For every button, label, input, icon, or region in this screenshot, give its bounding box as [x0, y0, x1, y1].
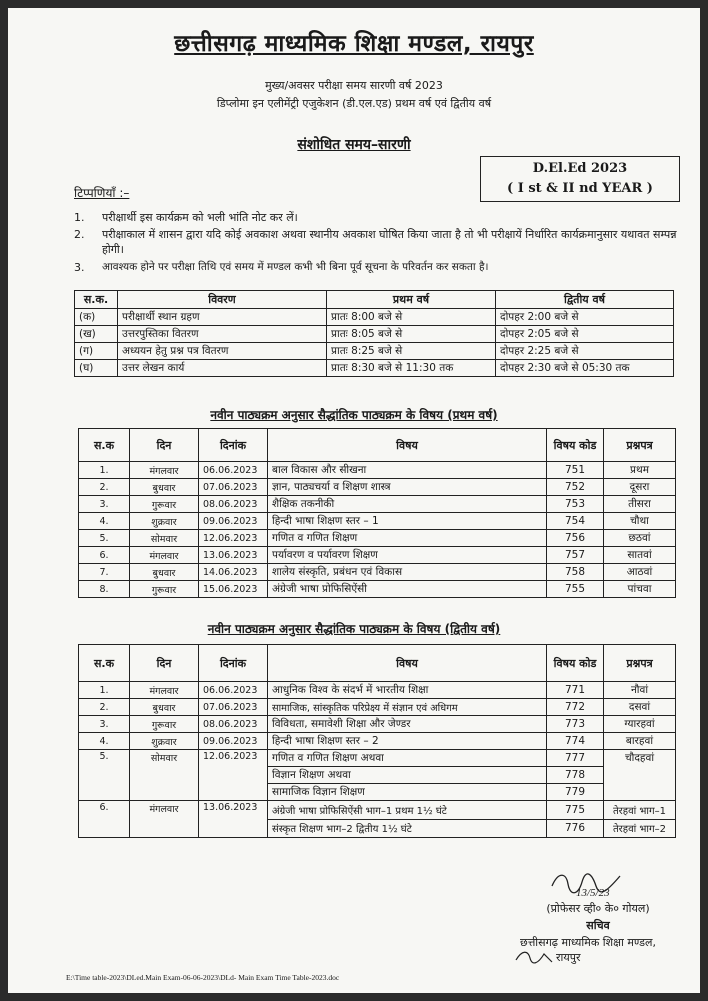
- col-header: दिनांक: [199, 429, 268, 462]
- cell: बारहवां: [604, 733, 676, 750]
- cell: मंगलवार: [130, 682, 199, 699]
- cell: गुरूवार: [130, 581, 199, 598]
- cell: शुक्रवार: [130, 733, 199, 750]
- cell: अंग्रेजी भाषा प्रोफिसिऐंसी भाग–1 प्रथम 1½ घंटे: [268, 801, 547, 820]
- note-item: [74, 260, 684, 276]
- document-page: [8, 8, 700, 993]
- cell: 12.06.2023: [199, 750, 268, 801]
- cell: विज्ञान शिक्षण अथवा: [268, 767, 547, 784]
- signatory-name: (प्रोफेसर व्ही० के० गोयल): [546, 902, 650, 915]
- cell: 7.: [79, 564, 130, 581]
- cell: आधुनिक विश्व के संदर्भ में भारतीय शिक्षा: [268, 682, 547, 699]
- cell: 15.06.2023: [199, 581, 268, 598]
- cell: 09.06.2023: [199, 513, 268, 530]
- cell: उत्तर लेखन कार्य: [118, 360, 327, 377]
- col-header: स.क: [79, 645, 130, 682]
- second-year-table: [78, 644, 676, 838]
- cell: गणित व गणित शिक्षण अथवा: [268, 750, 547, 767]
- exam-subtitle: मुख्य/अवसर परीक्षा समय सारणी वर्ष 2023: [265, 79, 443, 92]
- cell: प्रातः 8:30 बजे से 11:30 तक: [327, 360, 496, 377]
- cell: (क): [75, 309, 118, 326]
- cell: मंगलवार: [130, 462, 199, 479]
- cell: बाल विकास और सीखना: [268, 462, 547, 479]
- file-path-footer: E:\Time table-2023\DLed.Main Exam-06-06-2023\DLd- Main Exam Time Table-2023.doc: [66, 973, 340, 982]
- cell: छठवां: [604, 530, 676, 547]
- col-header: दिनांक: [199, 645, 268, 682]
- initial-mark: [514, 946, 556, 968]
- cell: सोमवार: [130, 530, 199, 547]
- table-row: [79, 564, 676, 581]
- cell: चौथा: [604, 513, 676, 530]
- cell: तीसरा: [604, 496, 676, 513]
- signatory-city: रायपुर: [556, 951, 581, 964]
- cell: मंगलवार: [130, 801, 199, 838]
- cell: 2.: [79, 479, 130, 496]
- cell: 06.06.2023: [199, 682, 268, 699]
- cell: परीक्षार्थी स्थान ग्रहण: [118, 309, 327, 326]
- col-header: प्रथम वर्ष: [327, 291, 496, 309]
- note-item: [74, 227, 684, 259]
- cell: प्रातः 8:00 बजे से: [327, 309, 496, 326]
- col-header: दिन: [130, 645, 199, 682]
- cell: बुधवार: [130, 564, 199, 581]
- cell: 07.06.2023: [199, 479, 268, 496]
- revised-timetable-heading: संशोधित समय–सारणी: [297, 137, 411, 153]
- table-row: [79, 716, 676, 733]
- cell: 752: [547, 479, 604, 496]
- cell: शुक्रवार: [130, 513, 199, 530]
- badge-line-1: D.El.Ed 2023: [532, 161, 628, 176]
- board-title: छत्तीसगढ़ माध्यमिक शिक्षा मण्डल, रायपुर: [174, 31, 534, 57]
- cell: 1.: [79, 462, 130, 479]
- second-year-heading: नवीन पाठ्यक्रम अनुसार सैद्धांतिक पाठ्यक्रम के विषय (द्वितीय वर्ष): [207, 622, 501, 636]
- col-header: विषय कोड: [547, 429, 604, 462]
- table-row: [79, 733, 676, 750]
- cell: बुधवार: [130, 479, 199, 496]
- cell: पांचवा: [604, 581, 676, 598]
- table-header-row: [79, 645, 676, 682]
- cell: 4.: [79, 513, 130, 530]
- cell: गुरूवार: [130, 716, 199, 733]
- cell: 08.06.2023: [199, 496, 268, 513]
- cell: सातवां: [604, 547, 676, 564]
- timing-table: [74, 290, 674, 377]
- col-header: विवरण: [118, 291, 327, 309]
- table-row: [79, 513, 676, 530]
- cell: 6.: [79, 547, 130, 564]
- cell: 757: [547, 547, 604, 564]
- col-header: प्रश्नपत्र: [604, 429, 676, 462]
- cell: 14.06.2023: [199, 564, 268, 581]
- cell: 758: [547, 564, 604, 581]
- cell: 1.: [79, 682, 130, 699]
- cell: चौदहवां: [604, 750, 676, 801]
- table-header-row: [79, 429, 676, 462]
- cell: 775: [547, 801, 604, 820]
- note-number: 1.: [74, 211, 85, 224]
- cell: ग्यारहवां: [604, 716, 676, 733]
- cell: 773: [547, 716, 604, 733]
- cell: (ख): [75, 326, 118, 343]
- course-subtitle: डिप्लोमा इन एलीमेंट्री एजुकेशन (डी.एल.एड) प्रथम वर्ष एवं द्वितीय वर्ष: [216, 97, 492, 110]
- cell: सोमवार: [130, 750, 199, 801]
- cell: प्रथम: [604, 462, 676, 479]
- cell: नौवां: [604, 682, 676, 699]
- table-row: [75, 360, 674, 377]
- table-row: [79, 462, 676, 479]
- cell: 5.: [79, 530, 130, 547]
- cell: उत्तरपुस्तिका वितरण: [118, 326, 327, 343]
- cell: 751: [547, 462, 604, 479]
- cell: सामाजिक, सांस्कृतिक परिप्रेक्ष्य में संज्ञान एवं अधिगम: [268, 699, 547, 716]
- cell: 09.06.2023: [199, 733, 268, 750]
- cell: दोपहर 2:30 बजे से 05:30 तक: [496, 360, 674, 377]
- table-row: [75, 326, 674, 343]
- note-item: [74, 210, 684, 226]
- cell: (ग): [75, 343, 118, 360]
- cell: गणित व गणित शिक्षण: [268, 530, 547, 547]
- table-row: [75, 343, 674, 360]
- cell: बुधवार: [130, 699, 199, 716]
- cell: 777: [547, 750, 604, 767]
- cell: 3.: [79, 496, 130, 513]
- signatory-org: छत्तीसगढ़ माध्यमिक शिक्षा मण्डल,: [520, 936, 656, 949]
- first-year-heading: नवीन पाठ्यक्रम अनुसार सैद्धांतिक पाठ्यक्रम के विषय (प्रथम वर्ष): [210, 408, 498, 422]
- table-header-row: [75, 291, 674, 309]
- col-header: दिन: [130, 429, 199, 462]
- cell: दोपहर 2:05 बजे से: [496, 326, 674, 343]
- cell: 8.: [79, 581, 130, 598]
- cell: 13.06.2023: [199, 801, 268, 838]
- first-year-table: [78, 428, 676, 598]
- cell: 5.: [79, 750, 130, 801]
- cell: 12.06.2023: [199, 530, 268, 547]
- table-row: [79, 682, 676, 699]
- col-header: प्रश्नपत्र: [604, 645, 676, 682]
- table-row: [79, 581, 676, 598]
- cell: 08.06.2023: [199, 716, 268, 733]
- cell: (घ): [75, 360, 118, 377]
- cell: प्रातः 8:25 बजे से: [327, 343, 496, 360]
- cell: प्रातः 8:05 बजे से: [327, 326, 496, 343]
- cell: शालेय संस्कृति, प्रबंधन एवं विकास: [268, 564, 547, 581]
- cell: 07.06.2023: [199, 699, 268, 716]
- cell: दोपहर 2:00 बजे से: [496, 309, 674, 326]
- cell: हिन्दी भाषा शिक्षण स्तर – 1: [268, 513, 547, 530]
- cell: 774: [547, 733, 604, 750]
- signatory-designation: सचिव: [586, 919, 610, 932]
- cell: संस्कृत शिक्षण भाग–2 द्वितीय 1½ घंटे: [268, 819, 547, 838]
- cell: तेरहवां भाग–2: [604, 819, 676, 838]
- cell: अध्ययन हेतु प्रश्न पत्र वितरण: [118, 343, 327, 360]
- deled-badge: [480, 156, 680, 202]
- signature-mark: [548, 866, 628, 902]
- cell: 13.06.2023: [199, 547, 268, 564]
- note-number: 2.: [74, 228, 85, 241]
- badge-line-2: ( I st & II nd YEAR ): [507, 181, 653, 196]
- col-header: स.क: [79, 429, 130, 462]
- cell: 754: [547, 513, 604, 530]
- col-header: स.क.: [75, 291, 118, 309]
- cell: 771: [547, 682, 604, 699]
- cell: 753: [547, 496, 604, 513]
- col-header: द्वितीय वर्ष: [496, 291, 674, 309]
- col-header: विषय: [268, 429, 547, 462]
- table-row: [75, 309, 674, 326]
- table-row: [79, 750, 676, 767]
- signature-date: 13/5/23: [576, 887, 610, 899]
- cell: 06.06.2023: [199, 462, 268, 479]
- cell: 2.: [79, 699, 130, 716]
- cell: 776: [547, 819, 604, 838]
- table-row: [79, 496, 676, 513]
- cell: सामाजिक विज्ञान शिक्षण: [268, 784, 547, 801]
- note-number: 3.: [74, 261, 85, 274]
- cell: 6.: [79, 801, 130, 838]
- notes-heading: टिप्पणियाँ :–: [74, 186, 130, 200]
- table-row: [79, 479, 676, 496]
- cell: मंगलवार: [130, 547, 199, 564]
- cell: 755: [547, 581, 604, 598]
- table-row: [79, 801, 676, 820]
- cell: दोपहर 2:25 बजे से: [496, 343, 674, 360]
- cell: 3.: [79, 716, 130, 733]
- note-text: परीक्षार्थी इस कार्यक्रम को भली भांति नोट कर लें।: [102, 211, 298, 224]
- note-text: परीक्षाकाल में शासन द्वारा यदि कोई अवकाश अथवा स्थानीय अवकाश घोषित किया जाता है तो भी परीक्षायें निर्धारित कार्यक्रमानुसार यथावत सम्पन्न होगी।: [102, 228, 677, 256]
- cell: अंग्रेजी भाषा प्रोफिसिऐंसी: [268, 581, 547, 598]
- cell: दसवां: [604, 699, 676, 716]
- cell: हिन्दी भाषा शिक्षण स्तर – 2: [268, 733, 547, 750]
- cell: 772: [547, 699, 604, 716]
- table-row: [79, 530, 676, 547]
- cell: 756: [547, 530, 604, 547]
- col-header: विषय कोड: [547, 645, 604, 682]
- cell: गुरूवार: [130, 496, 199, 513]
- col-header: विषय: [268, 645, 547, 682]
- cell: ज्ञान, पाठ्यचर्या व शिक्षण शास्त्र: [268, 479, 547, 496]
- cell: 778: [547, 767, 604, 784]
- cell: आठवां: [604, 564, 676, 581]
- cell: 779: [547, 784, 604, 801]
- note-text: आवश्यक होने पर परीक्षा तिथि एवं समय में मण्डल कभी भी बिना पूर्व सूचना के परिवर्तन कर सकता है।: [102, 261, 489, 273]
- cell: दूसरा: [604, 479, 676, 496]
- cell: विविधता, समावेशी शिक्षा और जेण्डर: [268, 716, 547, 733]
- table-row: [79, 699, 676, 716]
- cell: शैक्षिक तकनीकी: [268, 496, 547, 513]
- cell: तेरहवां भाग–1: [604, 801, 676, 820]
- table-row: [79, 547, 676, 564]
- cell: पर्यावरण व पर्यावरण शिक्षण: [268, 547, 547, 564]
- cell: 4.: [79, 733, 130, 750]
